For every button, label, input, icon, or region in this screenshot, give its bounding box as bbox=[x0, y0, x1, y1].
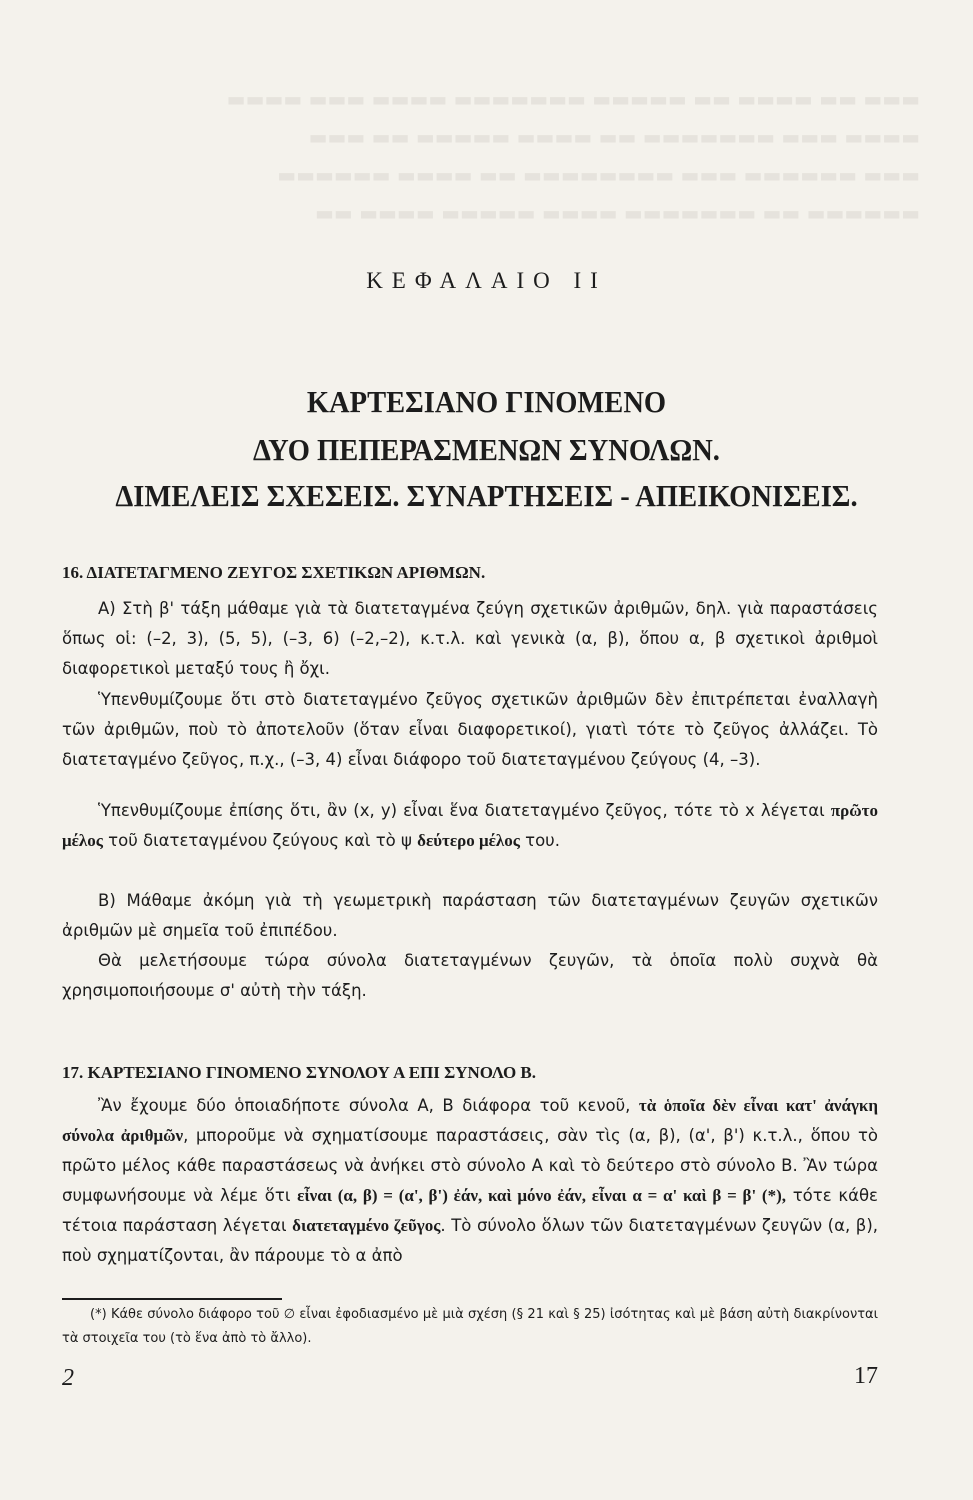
bold-term-second-member: δεύτερο μέλος bbox=[417, 831, 520, 850]
section-16-paragraph-study: Θὰ μελετήσουμε τώρα σύνολα διατεταγμένων ζευγῶν, τὰ ὁποῖα πολὺ συχνὰ θὰ χρησιμοποιήσουμε σ' αὐτὴ τὴν τάξη. bbox=[62, 951, 878, 1000]
footnote-divider bbox=[62, 1298, 282, 1300]
text-run: Ὑπενθυμίζουμε ἐπίσης ὅτι, ἂν (x, y) εἶναι ἕνα διατεταγμένο ζεῦγος, τότε τὸ x λέγεται bbox=[98, 801, 831, 820]
bold-term-ordered-pair: διατεταγμένο ζεῦγος bbox=[292, 1216, 441, 1235]
text-run: τοῦ διατεταγμένου ζεύγους καὶ τὸ ψ bbox=[102, 831, 418, 850]
bold-phrase-not-numbers: τὰ ὁποῖα δὲν εἶναι κατ' ἀνάγκη σύνολα ἀριθμῶν bbox=[62, 1096, 878, 1145]
footnote: (*) Κάθε σύνολο διάφορο τοῦ ∅ εἶναι ἐφοδιασμένο μὲ μιὰ σχέση (§ 21 καὶ § 25) ἰσότητας καὶ μὲ βάση αὐτὴ διακρίνονται τὰ στοιχεῖα του (τὸ ἕνα ἀπὸ τὸ ἄλλο). bbox=[62, 1307, 878, 1346]
section-16-paragraph-reminder: Ὑπενθυμίζουμε ὅτι στὸ διατεταγμένο ζεῦγος σχετικῶν ἀριθμῶν δὲν ἐπιτρέπεται ἐναλλαγὴ τῶν ἀριθμῶν, ποὺ τὸ ἀποτελοῦν (ὅταν εἶναι διαφορετικοί), γιατὶ τότε τὸ ζεῦγος ἀλλάζει. Τὸ διατεταγμένο ζεῦγος, π.χ., (–3, 4) εἶναι διάφορο τοῦ διατεταγμένου ζεύγους (4, –3). bbox=[62, 690, 878, 769]
section-16-paragraph-b: Β) Μάθαμε ἀκόμη γιὰ τὴ γεωμετρικὴ παράσταση τῶν διατεταγμένων ζευγῶν σχετικῶν ἀριθμῶν μὲ σημεῖα τοῦ ἐπιπέδου. bbox=[62, 891, 878, 940]
text-run: του. bbox=[519, 831, 560, 850]
section-16-heading: 16. ΔΙΑΤΕΤΑΓΜΕΝΟ ΖΕΥΓΟΣ ΣΧΕΤΙΚΩΝ ΑΡΙΘΜΩΝ. bbox=[62, 563, 486, 582]
signature-mark: 2 bbox=[62, 1365, 74, 1391]
text-run: . Τὸ σύνολο ὅλων τῶν διατεταγμένων ζευγῶν (α, β), ποὺ σχηματίζονται, ἂν πάρουμε τὸ α ἀπὸ bbox=[62, 1216, 879, 1265]
show-through-text: ▬▬▬ ▬▬ ▬▬▬▬ ▬▬ ▬▬▬▬▬ ▬▬▬▬▬▬▬ ▬▬▬▬ ▬▬▬ ▬▬▬▬ ▬▬▬▬ ▬▬▬ ▬▬▬▬▬▬▬ ▬▬ ▬▬▬▬ ▬▬▬▬▬ ▬▬ ▬▬▬ ▬▬▬ ▬▬▬▬▬▬ ▬▬▬ ▬▬▬▬▬▬▬▬ ▬▬ ▬▬▬▬ ▬▬▬▬▬▬ ▬▬▬▬▬▬ ▬▬ ▬▬▬▬▬▬▬ ▬▬▬▬ ▬▬▬▬▬ ▬▬▬▬ ▬▬ bbox=[226, 87, 920, 225]
text-run: Ἂν ἔχουμε δύο ὁποιαδήποτε σύνολα Α, Β διάφορα τοῦ κενοῦ, bbox=[98, 1096, 639, 1115]
chapter-title-line-3: ΔΙΜΕΛΕΙΣ ΣΧΕΣΕΙΣ. ΣΥΝΑΡΤΗΣΕΙΣ - ΑΠΕΙΚΟΝΙΣΕΙΣ. bbox=[115, 478, 858, 513]
text-run: τότε κάθε τέτοια παράσταση λέγεται bbox=[62, 1186, 878, 1235]
text-run: , μποροῦμε νὰ σχηματίσουμε παραστάσεις, σὰν τὶς (α, β), (α', β') κ.τ.λ., ὅπου τὸ πρῶτο μέλος κάθε παραστάσεως νὰ ἀνήκει στὸ σύνολο Α καὶ τὸ δεύτερο στὸ σύνολο Β. Ἂν τώρα συμφωνήσουμε νὰ λέμε ὅτι bbox=[62, 1126, 878, 1205]
chapter-label: ΚΕΦΑΛΑΙΟ ΙΙ bbox=[366, 268, 607, 293]
chapter-title-line-1: ΚΑΡΤΕΣΙΑΝΟ ΓΙΝΟΜΕΝΟ bbox=[306, 384, 667, 419]
bold-equality-definition: εἶναι (α, β) = (α', β') ἐάν, καὶ μόνο ἐάν, εἶναι α = α' καὶ β = β' (*), bbox=[297, 1186, 787, 1205]
page-number: 17 bbox=[854, 1363, 878, 1389]
bold-term-first-member: πρῶτο μέλος bbox=[62, 801, 878, 850]
section-16-paragraph-members bbox=[62, 796, 878, 856]
section-16-paragraph-a: Α) Στὴ β' τάξη μάθαμε γιὰ τὰ διατεταγμένα ζεύγη σχετικῶν ἀριθμῶν, δηλ. γιὰ παραστάσεις ὅπως οἱ: (–2, 3), (5, 5), (–3, 6) (–2,–2), κ.τ.λ. καὶ γενικὰ (α, β), ὅπου α, β σχετικοὶ ἀριθμοὶ διαφορετικοὶ μεταξύ τους ἢ ὄχι. bbox=[62, 599, 878, 678]
chapter-title-line-2: ΔΥΟ ΠΕΠΕΡΑΣΜΕΝΩΝ ΣΥΝΟΛΩΝ. bbox=[253, 432, 720, 467]
section-17-heading: 17. ΚΑΡΤΕΣΙΑΝΟ ΓΙΝΟΜΕΝΟ ΣΥΝΟΛΟΥ Α ΕΠΙ ΣΥΝΟΛΟ Β. bbox=[62, 1063, 537, 1082]
section-17-paragraph bbox=[62, 1091, 878, 1271]
